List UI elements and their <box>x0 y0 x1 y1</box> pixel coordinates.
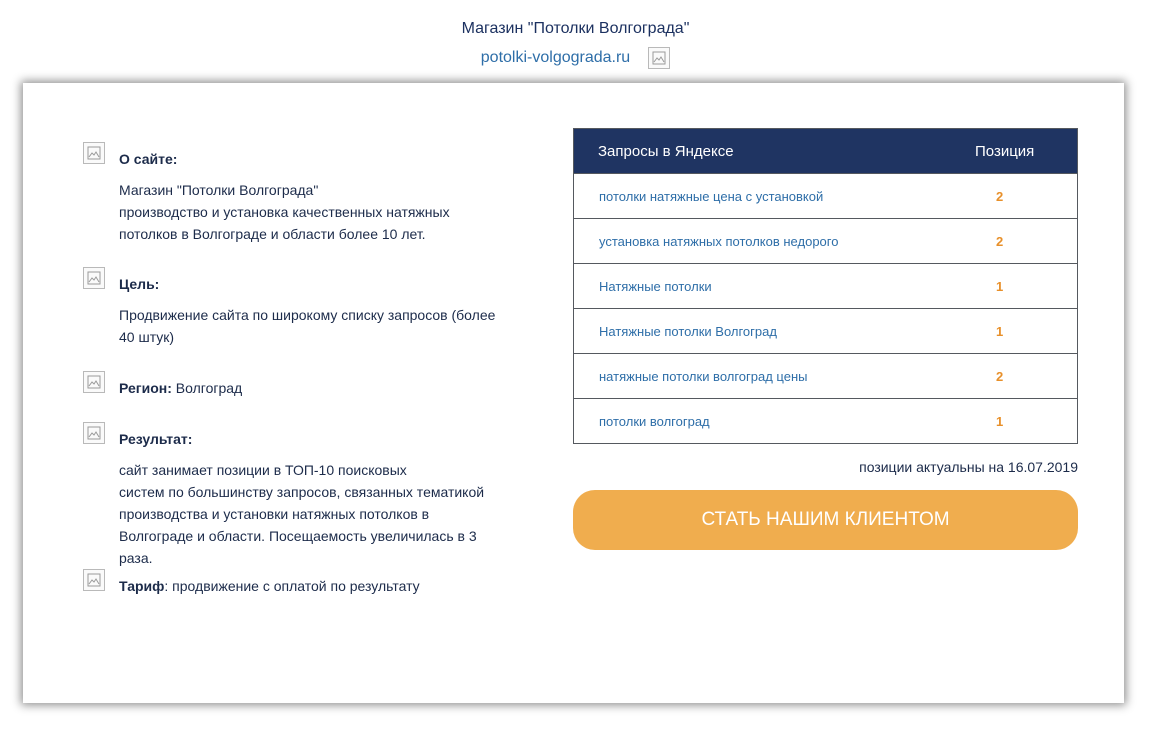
tariff-block <box>83 578 503 596</box>
positions-date-note: позиции актуальны на 16.07.2019 <box>859 459 1078 475</box>
query-cell: натяжные потолки волгоград цены <box>599 368 808 384</box>
result-text <box>119 459 503 569</box>
position-cell: 1 <box>996 413 1004 429</box>
table-row <box>574 218 1077 263</box>
region-label: Регион: <box>119 380 172 396</box>
tariff-line <box>119 578 420 596</box>
broken-image-icon <box>83 142 105 164</box>
site-link[interactable]: potolki-volgograda.ru <box>480 49 631 66</box>
broken-image-icon <box>83 267 105 289</box>
result-block <box>83 431 503 569</box>
goal-text <box>119 304 503 348</box>
position-cell: 1 <box>996 323 1004 339</box>
position-cell: 2 <box>996 233 1004 249</box>
goal-line: Продвижение сайта по широкому списку запросов (более 40 штук) <box>119 307 496 345</box>
position-cell: 1 <box>996 278 1004 294</box>
tariff-label: Тариф <box>119 578 165 594</box>
region-value: Волгоград <box>171 380 243 396</box>
table-row <box>574 308 1077 353</box>
position-cell: 2 <box>996 368 1004 384</box>
region-block <box>83 380 503 398</box>
tariff-value: : продвижение с оплатой по результату <box>164 578 420 594</box>
query-cell: потолки натяжные цена с установкой <box>599 188 824 204</box>
query-cell: Натяжные потолки <box>599 278 712 294</box>
about-text <box>119 179 503 245</box>
yandex-positions-table <box>573 128 1078 444</box>
broken-image-icon <box>83 422 105 444</box>
about-label: О сайте: <box>119 151 178 167</box>
about-line: Магазин "Потолки Волгограда" <box>119 182 319 198</box>
broken-image-icon <box>83 569 105 591</box>
table-row <box>574 173 1077 218</box>
case-card <box>23 83 1124 703</box>
header-query: Запросы в Яндексе <box>598 142 734 160</box>
result-line: сайт занимает позиции в ТОП-10 поисковых <box>119 462 407 478</box>
table-row <box>574 263 1077 308</box>
site-row <box>0 47 1151 69</box>
become-client-button[interactable]: СТАТЬ НАШИМ КЛИЕНТОМ <box>573 490 1078 550</box>
header-position: Позиция <box>975 142 1035 160</box>
region-line <box>119 380 242 398</box>
shop-title: Магазин "Потолки Волгограда" <box>461 20 690 37</box>
table-row <box>574 398 1077 443</box>
table-row <box>574 353 1077 398</box>
table-header <box>574 129 1077 173</box>
query-cell: Натяжные потолки Волгоград <box>599 323 777 339</box>
broken-image-icon <box>648 47 670 69</box>
query-cell: потолки волгоград <box>599 413 710 429</box>
query-cell: установка натяжных потолков недорого <box>599 233 839 249</box>
goal-label: Цель: <box>119 276 160 292</box>
broken-image-icon <box>83 371 105 393</box>
about-line: производство и установка качественных натяжных потолков в Волгограде и области более 10 лет. <box>119 204 450 242</box>
goal-block <box>83 276 503 348</box>
position-cell: 2 <box>996 188 1004 204</box>
about-block <box>83 151 503 245</box>
result-label: Результат: <box>119 431 193 447</box>
result-line: систем по большинству запросов, связанных тематикой производства и установки натяжных потолков в Волгограде и области. Посещаемость увеличилась в 3 раза. <box>119 484 485 566</box>
